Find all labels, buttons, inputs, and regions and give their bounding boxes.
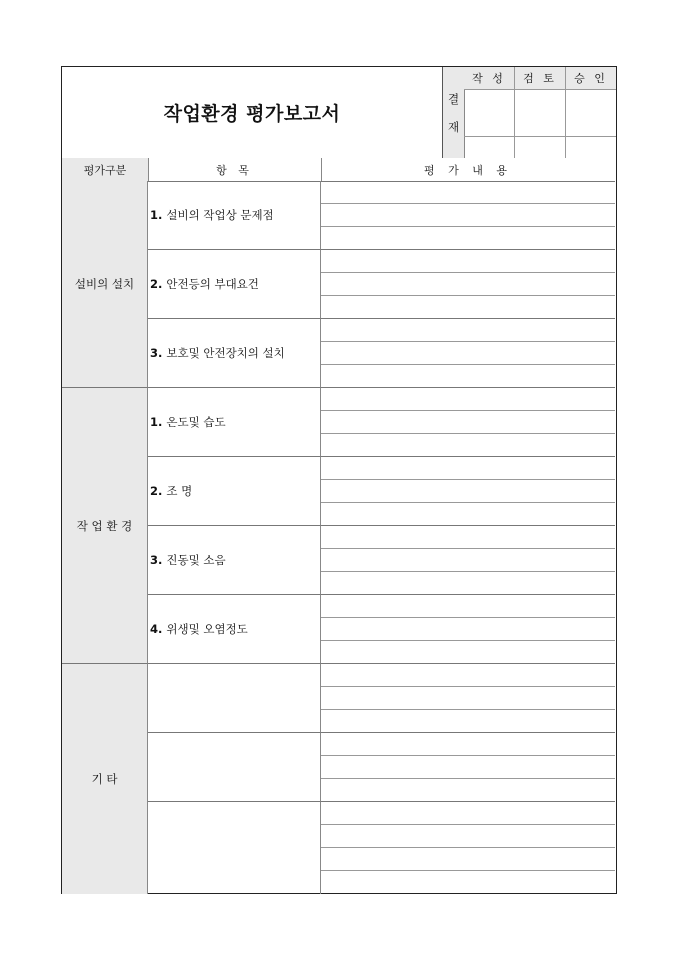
content-line[interactable] bbox=[321, 641, 615, 664]
item-label: 조 명 bbox=[166, 484, 193, 498]
item-label: 보호및 안전장치의 설치 bbox=[166, 346, 285, 360]
approval-col-approver bbox=[566, 67, 616, 160]
item-number: 4. bbox=[150, 622, 163, 636]
content-line[interactable] bbox=[321, 549, 615, 572]
content-line[interactable] bbox=[321, 710, 615, 733]
item-label: 설비의 작업상 문제점 bbox=[166, 208, 274, 222]
item-row bbox=[148, 526, 321, 595]
item-number: 1. bbox=[150, 208, 163, 222]
item-label: 안전등의 부대요건 bbox=[166, 277, 259, 291]
form-title: 작업환경 평가보고서 bbox=[163, 103, 341, 125]
content-line[interactable] bbox=[321, 411, 615, 434]
content-line[interactable] bbox=[321, 871, 615, 894]
item-number: 3. bbox=[150, 346, 163, 360]
report-form bbox=[61, 66, 617, 894]
item-row bbox=[148, 595, 321, 664]
content-line[interactable] bbox=[321, 273, 615, 296]
content-line[interactable] bbox=[321, 733, 615, 756]
approval-col-writer bbox=[464, 67, 515, 160]
item-row[interactable] bbox=[148, 733, 321, 802]
column-header-item: 항 목 bbox=[148, 158, 322, 181]
category-facility: 설비의 설치 bbox=[62, 181, 148, 388]
content-line[interactable] bbox=[321, 319, 615, 342]
item-row bbox=[148, 181, 321, 250]
content-line[interactable] bbox=[321, 526, 615, 549]
content-line[interactable] bbox=[321, 365, 615, 388]
item-number: 3. bbox=[150, 553, 163, 567]
content-line[interactable] bbox=[321, 434, 615, 457]
column-header-category: 평가구분 bbox=[62, 158, 149, 181]
column-header-row bbox=[62, 158, 615, 182]
content-line[interactable] bbox=[321, 572, 615, 595]
item-label: 위생및 오염정도 bbox=[166, 622, 248, 636]
content-line[interactable] bbox=[321, 848, 615, 871]
item-row bbox=[148, 388, 321, 457]
approval-sign-approver[interactable] bbox=[566, 90, 616, 137]
content-line[interactable] bbox=[321, 802, 615, 825]
approval-sign-writer[interactable] bbox=[464, 90, 514, 137]
content-line[interactable] bbox=[321, 756, 615, 779]
item-number: 2. bbox=[150, 277, 163, 291]
content-line[interactable] bbox=[321, 779, 615, 802]
content-line[interactable] bbox=[321, 250, 615, 273]
approval-label-top: 결 bbox=[447, 91, 460, 106]
approval-date-writer[interactable] bbox=[464, 137, 514, 160]
content-line[interactable] bbox=[321, 618, 615, 641]
item-label: 진동및 소음 bbox=[166, 553, 226, 567]
content-line[interactable] bbox=[321, 227, 615, 250]
approval-date-approver[interactable] bbox=[566, 137, 616, 160]
content-line[interactable] bbox=[321, 204, 615, 227]
column-header-content: 평 가 내 용 bbox=[424, 163, 512, 177]
approval-box bbox=[442, 67, 616, 158]
item-number: 1. bbox=[150, 415, 163, 429]
content-line[interactable] bbox=[321, 181, 615, 204]
item-row[interactable] bbox=[148, 664, 321, 733]
content-line[interactable] bbox=[321, 457, 615, 480]
form-header bbox=[62, 67, 615, 159]
approval-label bbox=[443, 67, 465, 158]
item-row bbox=[148, 250, 321, 319]
category-other: 기 타 bbox=[62, 664, 148, 894]
content-line[interactable] bbox=[321, 480, 615, 503]
category-work-environment: 작 업 환 경 bbox=[62, 388, 148, 664]
approval-sign-reviewer[interactable] bbox=[515, 90, 565, 137]
content-line[interactable] bbox=[321, 664, 615, 687]
content-line[interactable] bbox=[321, 388, 615, 411]
content-line[interactable] bbox=[321, 503, 615, 526]
item-row[interactable] bbox=[148, 802, 321, 894]
approval-label-bottom: 재 bbox=[447, 119, 460, 134]
approval-date-reviewer[interactable] bbox=[515, 137, 565, 160]
content-line[interactable] bbox=[321, 342, 615, 365]
item-number: 2. bbox=[150, 484, 163, 498]
content-line[interactable] bbox=[321, 595, 615, 618]
item-row bbox=[148, 319, 321, 388]
approval-head-reviewer: 검 토 bbox=[515, 67, 565, 90]
item-row bbox=[148, 457, 321, 526]
content-line[interactable] bbox=[321, 825, 615, 848]
approval-col-reviewer bbox=[515, 67, 566, 160]
approval-head-approver: 승 인 bbox=[566, 67, 616, 90]
approval-head-writer: 작 성 bbox=[464, 67, 514, 90]
item-label: 온도및 습도 bbox=[166, 415, 226, 429]
content-line[interactable] bbox=[321, 687, 615, 710]
content-line[interactable] bbox=[321, 296, 615, 319]
